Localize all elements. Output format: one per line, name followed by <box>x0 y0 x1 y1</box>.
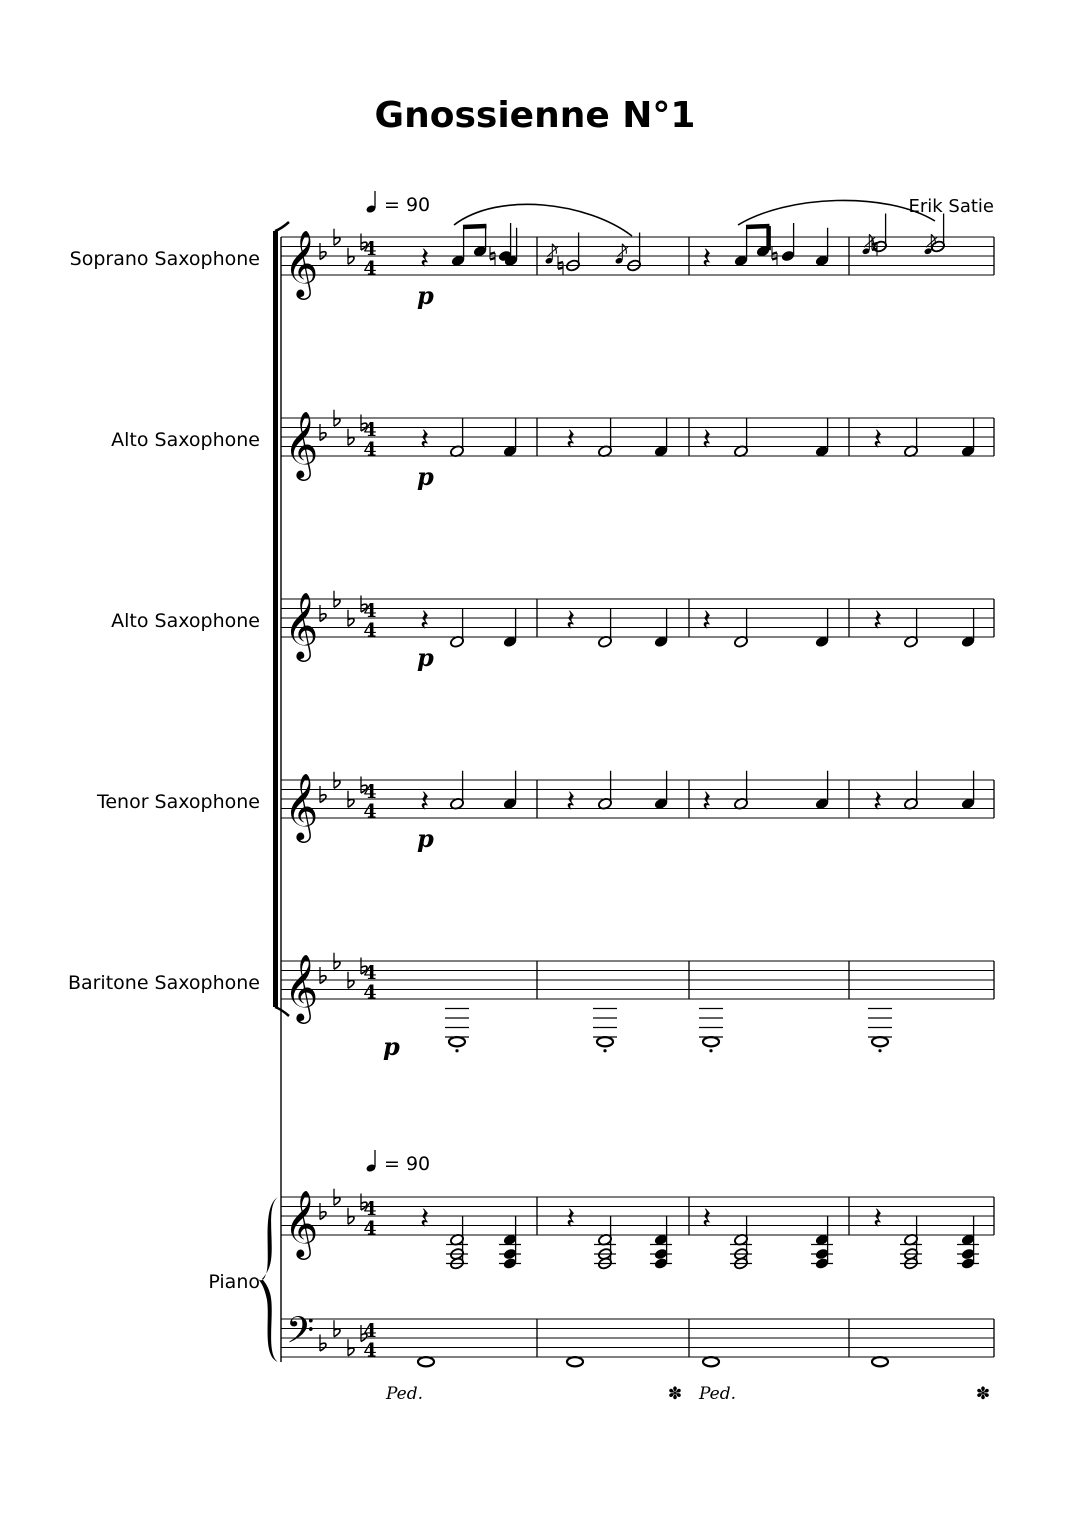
svg-text:4: 4 <box>363 1217 377 1240</box>
dynamic-marking: p <box>417 643 434 672</box>
svg-text:4: 4 <box>363 257 377 280</box>
tempo-text: = 90 <box>384 1153 431 1175</box>
quarter-rest: 𝄽 <box>702 1201 712 1237</box>
staff-alto-1 <box>281 418 994 456</box>
flat-icon <box>320 605 326 622</box>
instrument-label-alto-1: Alto Saxophone <box>111 429 260 451</box>
instrument-label-baritone: Baritone Saxophone <box>67 972 260 994</box>
beam <box>746 226 770 227</box>
beam <box>463 226 487 227</box>
quarter-rest: 𝄽 <box>420 241 430 277</box>
time-signature <box>363 962 376 1004</box>
quarter-rest: 𝄽 <box>420 784 430 820</box>
whole-note <box>703 1037 719 1046</box>
dynamic-marking: p <box>417 281 434 310</box>
slur <box>454 204 632 236</box>
staccato-dot <box>455 1049 458 1052</box>
time-signature <box>363 781 376 823</box>
flat-icon <box>320 786 326 803</box>
pedal-release-icon: ✽ <box>975 1384 991 1404</box>
whole-note <box>872 1357 888 1366</box>
treble-clef-icon: 𝄞 <box>284 1189 319 1257</box>
flat-icon <box>320 967 326 984</box>
whole-note <box>418 1357 434 1366</box>
time-signature <box>363 419 376 461</box>
dynamic-marking: p <box>383 1032 400 1061</box>
quarter-rest: 𝄽 <box>873 603 883 639</box>
whole-note <box>597 1037 613 1046</box>
svg-text:4: 4 <box>363 1320 377 1342</box>
time-signature <box>363 1198 376 1240</box>
treble-clef-icon: 𝄞 <box>284 772 319 840</box>
quarter-rest: 𝄽 <box>566 784 576 820</box>
staccato-dot <box>709 1049 712 1052</box>
svg-text:4: 4 <box>363 981 377 1004</box>
staff-piano-bass <box>281 1319 994 1357</box>
quarter-rest: 𝄽 <box>873 1201 883 1237</box>
staff-alto-2 <box>281 599 994 637</box>
pedal-release-icon: ✽ <box>667 1384 683 1404</box>
time-signature <box>363 600 376 642</box>
staccato-dot <box>603 1049 606 1052</box>
instrument-label-tenor: Tenor Saxophone <box>96 791 260 813</box>
treble-clef-icon: 𝄞 <box>284 229 319 297</box>
dynamic-marking: p <box>417 462 434 491</box>
quarter-rest: 𝄽 <box>420 1201 430 1237</box>
staff-tenor <box>281 780 994 818</box>
flat-icon <box>320 1335 326 1352</box>
svg-text:4: 4 <box>363 438 377 461</box>
svg-text:4: 4 <box>363 619 377 642</box>
svg-text:4: 4 <box>363 800 377 823</box>
time-signature <box>363 238 376 280</box>
whole-note <box>449 1037 465 1046</box>
quarter-rest: 𝄽 <box>702 603 712 639</box>
quarter-rest: 𝄽 <box>566 1201 576 1237</box>
staff-baritone <box>281 961 994 999</box>
tempo-text: = 90 <box>384 194 431 216</box>
quarter-rest: 𝄽 <box>702 784 712 820</box>
instrument-label-piano: Piano <box>208 1271 260 1293</box>
svg-text:4: 4 <box>363 1339 377 1362</box>
pedal-mark: Ped. <box>386 1384 424 1404</box>
staff-piano-treble <box>281 1197 994 1235</box>
svg-text:4: 4 <box>363 781 377 803</box>
staccato-dot <box>878 1049 881 1052</box>
quarter-rest: 𝄽 <box>702 241 712 277</box>
svg-text:4: 4 <box>363 1198 377 1220</box>
quarter-rest: 𝄽 <box>420 603 430 639</box>
quarter-rest: 𝄽 <box>702 422 712 458</box>
flat-icon <box>320 243 326 260</box>
whole-note <box>703 1357 719 1366</box>
tempo-mark-top <box>365 191 430 216</box>
svg-text:4: 4 <box>363 600 377 622</box>
bass-clef-icon: 𝄢 <box>286 1309 315 1361</box>
piano-brace <box>258 1197 278 1362</box>
flat-icon <box>320 424 326 441</box>
tempo-mark-piano <box>365 1150 430 1175</box>
svg-text:4: 4 <box>363 238 377 260</box>
whole-note <box>567 1357 583 1366</box>
whole-note <box>872 1037 888 1046</box>
instrument-label-soprano: Soprano Saxophone <box>69 248 260 270</box>
pedal-mark: Ped. <box>699 1384 737 1404</box>
flat-icon <box>320 1203 326 1220</box>
page-title: Gnossienne N°1 <box>374 95 696 136</box>
svg-text:4: 4 <box>363 962 377 984</box>
quarter-rest: 𝄽 <box>566 422 576 458</box>
treble-clef-icon: 𝄞 <box>284 953 319 1021</box>
time-signature <box>363 1320 376 1362</box>
instrument-label-alto-2: Alto Saxophone <box>111 610 260 632</box>
composer: Erik Satie <box>908 196 994 217</box>
quarter-rest: 𝄽 <box>873 784 883 820</box>
svg-text:4: 4 <box>363 419 377 441</box>
treble-clef-icon: 𝄞 <box>284 410 319 478</box>
quarter-rest: 𝄽 <box>566 603 576 639</box>
treble-clef-icon: 𝄞 <box>284 591 319 659</box>
slur <box>738 200 935 225</box>
dynamic-marking: p <box>417 824 434 853</box>
quarter-rest: 𝄽 <box>873 422 883 458</box>
quarter-rest: 𝄽 <box>420 422 430 458</box>
